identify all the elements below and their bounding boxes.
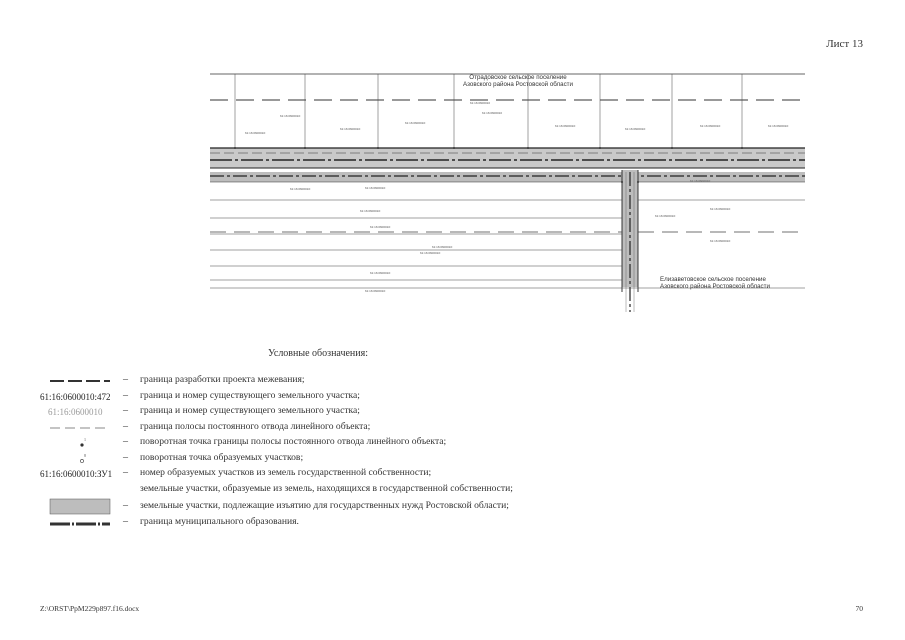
settlement-south-line2: Азовского района Ростовской области xyxy=(660,283,770,290)
legend-item xyxy=(40,498,600,516)
settlement-north-label xyxy=(438,74,598,88)
legend-text: земельные участки, подлежащие изъятию для государственных нужд Ростовской области; xyxy=(140,500,509,511)
legend-dash: – xyxy=(123,436,128,447)
legend-dash: – xyxy=(123,374,128,385)
legend-dash: – xyxy=(123,451,128,463)
dash-line-symbol xyxy=(40,374,120,389)
legend-item xyxy=(40,374,600,390)
footer-file-path: Z:\ORST\PpM229p897.f16.docx xyxy=(40,604,140,613)
grey-fill-symbol xyxy=(40,498,120,516)
legend-dash: – xyxy=(123,389,128,401)
turn-point-icon xyxy=(40,436,120,451)
svg-text:61:16:0600010: 61:16:0600010 xyxy=(470,101,491,105)
grey-dash-line-symbol xyxy=(40,421,120,436)
legend-text: граница муниципального образования. xyxy=(140,516,299,527)
legend-text: поворотная точка границы полосы постоянного отвода линейного объекта; xyxy=(140,436,447,447)
municipal-border-symbol xyxy=(40,516,120,531)
legend-item xyxy=(40,452,600,468)
legend-item xyxy=(40,467,600,483)
svg-text:61:16:0600010:: 61:16:0600010: xyxy=(432,245,453,249)
legend-dash: – xyxy=(123,500,128,511)
legend-item xyxy=(40,405,600,421)
legend-dash: – xyxy=(123,516,128,527)
svg-text:61:16:0600010:: 61:16:0600010: xyxy=(420,251,441,255)
svg-text:61:16:0600010:: 61:16:0600010: xyxy=(555,124,576,128)
parcel-number-symbol: 61:16:0600010:472 xyxy=(40,391,111,402)
svg-text:61:16:0600010:: 61:16:0600010: xyxy=(365,289,386,293)
legend-text: граница полосы постоянного отвода линейного объекта; xyxy=(140,420,371,432)
legend-text: поворотная точка образуемых участков; xyxy=(140,451,304,463)
legend-item xyxy=(40,390,600,406)
legend-dash: – xyxy=(123,405,128,416)
legend-item xyxy=(40,436,600,452)
svg-text:61:16:0600010:: 61:16:0600010: xyxy=(405,121,426,125)
svg-text:61:16:0600010:: 61:16:0600010: xyxy=(365,186,386,190)
legend-text: граница и номер существующего земельного участка; xyxy=(140,389,360,401)
legend xyxy=(40,374,600,532)
new-parcel-number-symbol: 61:16:0600010:ЗУ1 xyxy=(40,469,113,479)
svg-text:8: 8 xyxy=(84,452,86,458)
sheet-label: Лист 13 xyxy=(826,38,863,50)
svg-text:61:16:0600010:: 61:16:0600010: xyxy=(340,127,361,131)
legend-dash: – xyxy=(123,467,128,478)
legend-item xyxy=(40,421,600,437)
svg-text:61:16:0600010:: 61:16:0600010: xyxy=(360,209,381,213)
svg-text:61:16:0600010:: 61:16:0600010: xyxy=(245,131,266,135)
turn-point-icon xyxy=(40,452,120,467)
svg-text:61:16:0600010:: 61:16:0600010: xyxy=(710,207,731,211)
legend-item xyxy=(40,483,600,499)
legend-dash: – xyxy=(123,420,128,432)
svg-text:61:16:0600010:: 61:16:0600010: xyxy=(655,214,676,218)
svg-text:61:16:0600010:: 61:16:0600010: xyxy=(768,124,789,128)
svg-text:61:16:0600010:: 61:16:0600010: xyxy=(290,187,311,191)
legend-text: номер образуемых участков из земель государственной собственности; xyxy=(140,467,432,478)
settlement-north-line1: Отрадовское сельское поселение xyxy=(469,74,567,81)
footer-page-number: 70 xyxy=(855,604,863,613)
parcel-number-grey-symbol: 61:16:0600010 xyxy=(48,407,103,417)
legend-item xyxy=(40,516,600,532)
svg-text:61:16:0600010:: 61:16:0600010: xyxy=(700,124,721,128)
legend-text: граница и номер существующего земельного участка; xyxy=(140,405,360,416)
svg-text:61:16:0600010:: 61:16:0600010: xyxy=(280,114,301,118)
svg-text:61:16:0600010:: 61:16:0600010: xyxy=(710,239,731,243)
svg-text:61:16:0600010:: 61:16:0600010: xyxy=(625,127,646,131)
svg-text:61:16:0600010:: 61:16:0600010: xyxy=(690,179,711,183)
svg-text:61:16:0600010: 61:16:0600010 xyxy=(482,111,503,115)
svg-text:61:16:0600010:: 61:16:0600010: xyxy=(370,225,391,229)
svg-text:61:16:0600010:: 61:16:0600010: xyxy=(370,271,391,275)
settlement-south-line1: Елизаветовское сельское поселение xyxy=(660,276,766,283)
svg-text:1: 1 xyxy=(84,437,86,442)
legend-text: земельные участки, образуемые из земель, находящихся в государственной собственности; xyxy=(140,482,513,494)
settlement-south-label xyxy=(660,276,800,290)
settlement-north-line2: Азовского района Ростовской области xyxy=(463,81,573,88)
legend-title: Условные обозначения: xyxy=(268,348,369,359)
legend-text: граница разработки проекта межевания; xyxy=(140,374,305,385)
